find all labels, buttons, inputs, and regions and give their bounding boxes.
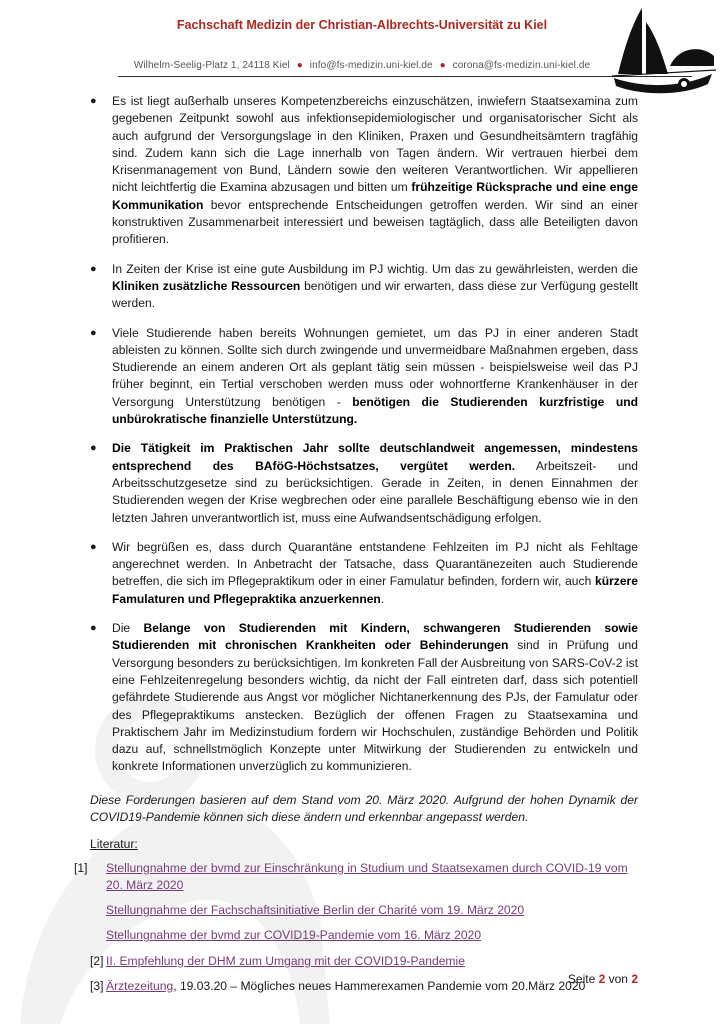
bullet-icon: ● xyxy=(90,262,97,275)
list-item: ● Viele Studierende haben bereits Wohnungen gemietet, um das PJ in einer anderen Stadt ableisten zu können. Sollte sich durch zwingende und unvermeidbare Maßnahmen ergeben, dass Studierende an einem anderen Ort als geplant tätig sein müssen - beispielsweise weil das PJ früher beginnt, ein Tertial verschoben werden muss oder wohnortferne Krankenhäuser in der Versorgung Unterstützung benötigen - benötigen die Studierenden kurzfristige und unbürokratische finanzielle Unterstützung. xyxy=(90,325,638,427)
bullet-icon: ● xyxy=(90,442,97,455)
reference-link-bvmd-einschraenkung[interactable]: Stellungnahme der bvmd zur Einschränkung in Studium und Staatsexamen durch COVID-19 vom 20. März 2020 xyxy=(106,860,628,892)
reference-list xyxy=(74,860,638,996)
reference-text: , 19.03.20 – Mögliches neues Hammerexamen Pandemie vom 20.März 2020 xyxy=(173,979,586,994)
reference-link-charite[interactable]: Stellungnahme der Fachschaftsinitiative Berlin der Charité vom 19. März 2020 xyxy=(106,903,525,918)
reference-link-bvmd-pandemie[interactable]: Stellungnahme der bvmd zur COVID19-Pandemie vom 16. März 2020 xyxy=(106,928,482,943)
bullet-icon: ● xyxy=(90,540,97,553)
list-item: ● In Zeiten der Krise ist eine gute Ausbildung im PJ wichtig. Um das zu gewährleisten, werden die Kliniken zusätzliche Ressourcen benötigen und wir erwarten, dass diese zur Verfügung gestellt werden. xyxy=(90,261,639,311)
literature-heading: Literatur: xyxy=(90,837,138,852)
header-address: Wilhelm-Seelig-Platz 1, 24118 Kiel xyxy=(133,60,290,71)
header-email-info[interactable]: info@fs-medizin.uni-kiel.de xyxy=(309,60,433,71)
list-item: ● Wir begrüßen es, dass durch Quarantäne entstandene Fehlzeiten im PJ nicht als Fehltage angerechnet werden. In Anbetracht der Tatsache, dass Quarantänezeiten auch Studierende betreffen, die sich im Pflegepraktikum oder in einer Famulatur befinden, fordern wir, auch kürzere Famulaturen und Pflegepraktika anzuerkennen. xyxy=(90,539,638,606)
header-email-corona[interactable]: corona@fs-medizin.uni-kiel.de xyxy=(452,60,591,71)
list-item: ● Die Tätigkeit im Praktischen Jahr sollte deutschlandweit angemessen, mindestens entsprechend des BAföG-Höchstsatzes, vergütet werden. Arbeitszeit- und Arbeitsschutzgesetze sind zu berücksichtigen. Gerade in Zeiten, in denen Einnahmen der Studierenden wegen der Krise wegbrechen oder eine parallele Beschäftigung ebenso wie in den letzten Jahren unverantwortlich ist, muss eine Aufwandsentschädigung erfolgen. xyxy=(90,441,638,525)
main-content xyxy=(74,93,639,1003)
bullet-icon: ● xyxy=(90,95,97,107)
page-number: Seite 2 von 2 xyxy=(567,972,638,986)
list-item: ● Die Belange von Studierenden mit Kindern, schwangeren Studierenden sowie Studierenden mit chronischen Krankheiten oder Behinderungen sind in Prüfung und Versorgung besonders zu berücksichtigen. Im konkreten Fall der Ausbreitung von SARS-CoV-2 ist eine Fehlzeitenregelung besonders wichtig, da nicht der Fall eintreten darf, dass sich potentiell gefährdete Studierende aus Angst vor möglicher Nichtanerkennung des PJs, der Famulatur oder des Pflegepraktikums anstecken. Bezüglich der offenen Fragen zu Staatsexamina und Praktischem Jahr im Medizinstudium fordern wir Hochschulen, zuständige Behörden und Politik dazu auf, schnellstmöglich Konzepte unter Mitwirkung der Studierenden zu entwickeln und konkrete Informationen unverzüglich zu kommunizieren. xyxy=(90,621,638,774)
reference-item xyxy=(90,902,638,919)
status-note: Diese Forderungen basieren auf dem Stand vom 20. März 2020. Aufgrund der hohen Dynamik der COVID19-Pandemie können sich diese ändern und erkennbar angepasst werden. xyxy=(90,792,638,824)
header-divider xyxy=(118,76,692,77)
header-title: Fachschaft Medizin der Christian-Albrechts-Universität zu Kiel xyxy=(176,18,548,32)
separator-dot: ● xyxy=(296,60,303,71)
reference-item xyxy=(90,953,638,970)
reference-item xyxy=(90,927,638,944)
bullet-icon: ● xyxy=(90,326,97,339)
sailboat-logo-icon xyxy=(612,4,716,100)
reference-item xyxy=(90,978,638,995)
reference-number: [3] xyxy=(90,979,104,994)
reference-item xyxy=(74,860,638,895)
bullet-icon: ● xyxy=(90,622,97,635)
list-item: ● Es ist liegt außerhalb unseres Kompetenzbereichs einzuschätzen, inwiefern Staatsexamina zum gegebenen Zeitpunkt sowohl aus infektionsepidemiologischer und organisatorischer Sicht als auch aufgrund der Versorgungslage in den Kliniken, Praxen und Gesundheitsämtern tragfähig sind. Zudem kann sich die Lage innerhalb von Tagen ändern. Wir vertrauen hierbei dem Krisenmanagement von Bund, Ländern sowie den weiteren Verantwortlichen. Wir appellieren nicht leichtfertig die Examina abzusagen und bitten um frühzeitige Rücksprache und eine enge Kommunikation bevor entsprechende Entscheidungen getroffen werden. Wir sind an einer konstruktiven Zusammenarbeit interessiert und beweisen tagtäglich, dass alle Beteiligten davon profitieren. xyxy=(90,94,638,247)
reference-number: [1] xyxy=(74,860,88,875)
demands-list xyxy=(90,93,638,776)
reference-link-dhm[interactable]: II. Empfehlung der DHM zum Umgang mit der COVID19-Pandemie xyxy=(106,953,465,968)
reference-link-aerztezeitung[interactable]: Ärztezeitung xyxy=(106,979,174,994)
reference-number: [2] xyxy=(90,953,104,968)
separator-dot: ● xyxy=(439,60,446,71)
